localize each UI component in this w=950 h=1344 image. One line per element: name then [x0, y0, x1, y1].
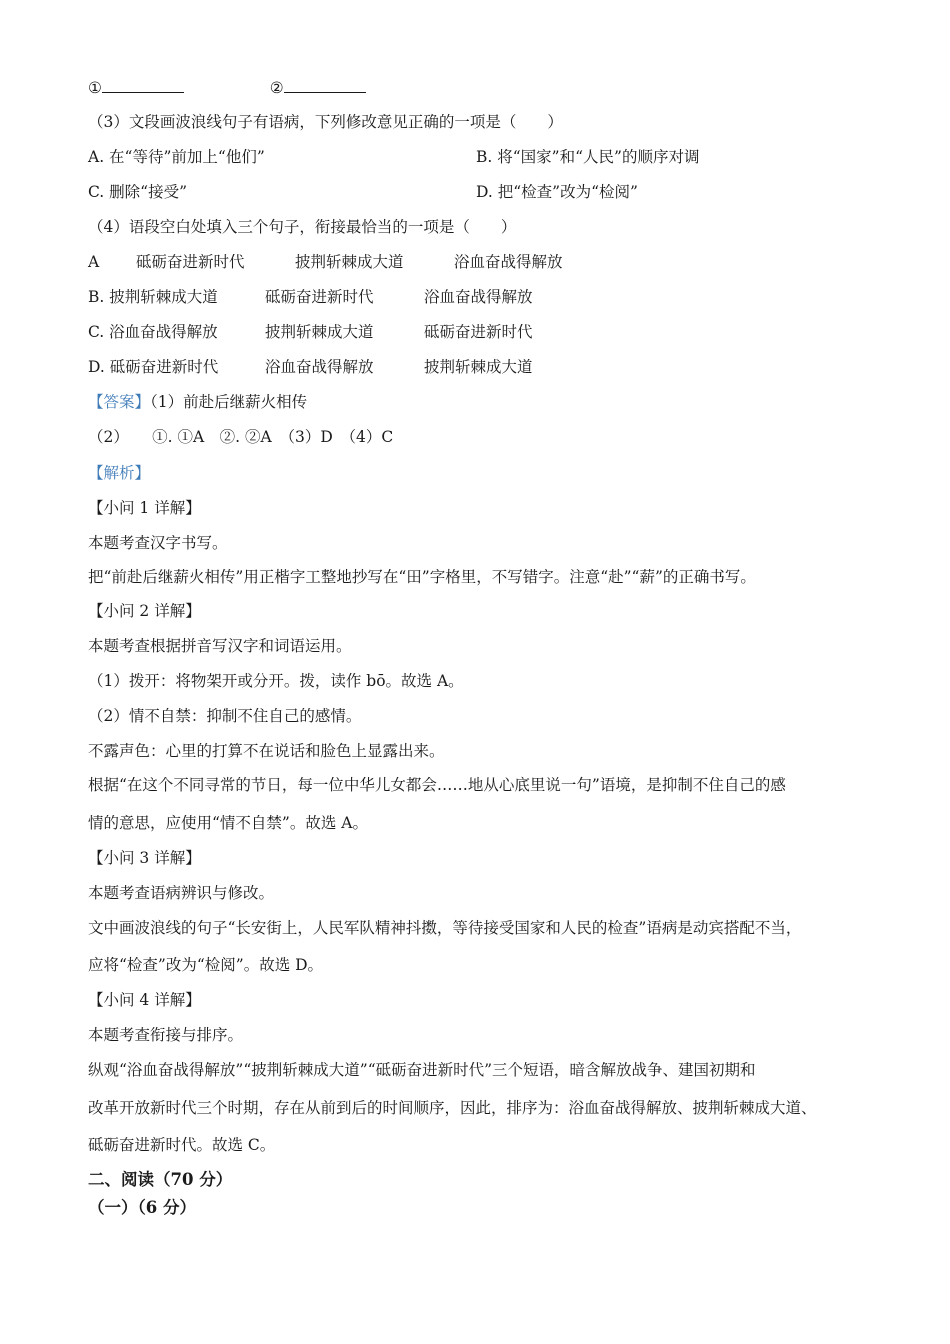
section-2-para-1: 本题考查根据拼音写汉字和词语运用。: [88, 637, 352, 655]
analysis-tag: 【解析】: [88, 464, 151, 482]
q4-option-d-label: D. 砥砺奋进新时代: [88, 358, 219, 376]
q3-option-b: B. 将“国家”和“人民”的顺序对调: [476, 148, 700, 166]
q3-option-c: C. 删除“接受”: [88, 183, 188, 201]
blank-2-mark: ②: [269, 79, 284, 97]
q4-option-a-p1: 砥砺奋进新时代: [136, 253, 245, 271]
q4-option-a-p2: 披荆斩棘成大道: [295, 253, 404, 271]
q4-option-b-label: B. 披荆斩棘成大道: [88, 288, 218, 306]
answer-text-1: （1）前赴后继薪火相传: [150, 393, 308, 411]
q4-option-d-p3: 披荆斩棘成大道: [424, 358, 533, 376]
q4-option-c-p3: 砥砺奋进新时代: [424, 323, 533, 341]
q4-option-d-p2: 浴血奋战得解放: [265, 358, 374, 376]
section-3-para-2a: 文中画波浪线的句子“长安街上，人民军队精神抖擞，等待接受国家和人民的检查”语病是动宾搭配不当，: [88, 919, 802, 937]
section-3-heading: 【小问 3 详解】: [88, 849, 201, 867]
section-4-para-2a: 纵观“浴血奋战得解放”“披荆斩棘成大道”“砥砺奋进新时代”三个短语，暗含解放战争、建国初期和: [88, 1061, 756, 1079]
section-1-heading: 【小问 1 详解】: [88, 499, 201, 517]
q3-option-d: D. 把“检查”改为“检阅”: [476, 183, 638, 201]
section-2-heading: 【小问 2 详解】: [88, 602, 201, 620]
q3-options-row-1: [88, 147, 265, 167]
section-1-para-2: 把“前赴后继薪火相传”用正楷字工整地抄写在“田”字格里，不写错字。注意“赴”“薪”的正确书写。: [88, 568, 756, 586]
section-2-para-5a: 根据“在这个不同寻常的节日，每一位中华儿女都会……地从心底里说一句”语境，是抑制不住自己的感: [88, 776, 786, 794]
blank-1: [102, 78, 184, 93]
section-4-para-2c: 砥砺奋进新时代。故选 C。: [88, 1136, 276, 1154]
blank-2: [284, 78, 366, 93]
fill-blanks-line: [88, 78, 366, 98]
section-3-para-2b: 应将“检查”改为“检阅”。故选 D。: [88, 956, 324, 974]
q4-option-b-p3: 浴血奋战得解放: [424, 288, 533, 306]
section-2-para-5b: 情的意思，应使用“情不自禁”。故选 A。: [88, 814, 368, 832]
blank-1-mark: ①: [88, 79, 102, 97]
section-1-para-1: 本题考查汉字书写。: [88, 534, 228, 552]
section-4-para-1: 本题考查衔接与排序。: [88, 1026, 244, 1044]
q4-option-c-label: C. 浴血奋战得解放: [88, 323, 218, 341]
reading-subsection-title: （一）（6 分）: [88, 1198, 196, 1217]
section-2-para-4: 不露声色：心里的打算不在说话和脸色上显露出来。: [88, 742, 445, 760]
q4-stem: （4）语段空白处填入三个句子，衔接最恰当的一项是（ ）: [88, 218, 517, 236]
section-2-para-3: （2）情不自禁：抑制不住自己的感情。: [88, 707, 362, 725]
q4-option-a-p3: 浴血奋战得解放: [454, 253, 563, 271]
q3-option-a: A. 在“等待”前加上“他们”: [88, 148, 265, 166]
section-3-para-1: 本题考查语病辨识与修改。: [88, 884, 275, 902]
answer-tag: 【答案】: [88, 393, 151, 411]
section-4-heading: 【小问 4 详解】: [88, 991, 201, 1009]
answer-line-2: （2） ①. ①A ②. ②A （3）D （4）C: [88, 428, 394, 446]
q4-option-b-p2: 砥砺奋进新时代: [265, 288, 374, 306]
reading-section-title: 二、阅读（70 分）: [88, 1170, 233, 1189]
section-2-para-2: （1）拨开：将物架开或分开。拨，读作 bō。故选 A。: [88, 672, 464, 690]
section-4-para-2b: 改革开放新时代三个时期，存在从前到后的时间顺序，因此，排序为：浴血奋战得解放、披荆斩棘成大道、: [88, 1099, 817, 1117]
q3-stem: （3）文段画波浪线句子有语病，下列修改意见正确的一项是（ ）: [88, 113, 563, 131]
answer-line-1: [88, 392, 307, 412]
q4-option-a-label: A: [88, 253, 100, 271]
q4-option-c-p2: 披荆斩棘成大道: [265, 323, 374, 341]
